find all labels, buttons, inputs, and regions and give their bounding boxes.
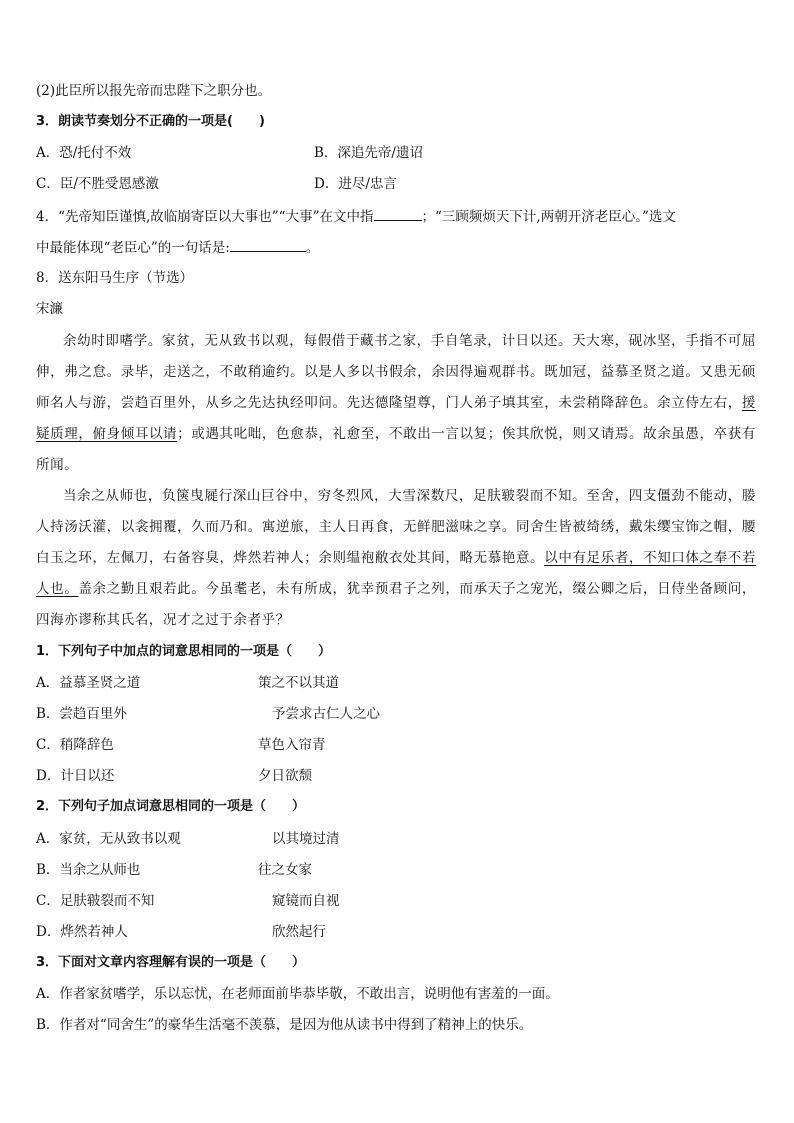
q1-option-b: B．尝趋百里外 [36,706,127,722]
answer-blank-1[interactable] [374,206,422,221]
q2-option-b-compare: 往之女家 [258,862,312,878]
q1-option-b-compare: 予尝求古仁人之心 [272,706,380,722]
q2-option-a: A．家贫，无从致书以观 [36,831,181,847]
answer-blank-2[interactable] [230,237,306,252]
p2-text-a: 当余之从师也，负箧曳屣行深山巨谷中，穷冬烈风，大雪深数尺，足肤皲裂而不知。至舍，四支僵劲不能动，媵人持汤沃灌，以衾拥覆，久而乃和。寓逆旅，主人日再食，无鲜肥滋味之享。同舍生皆被绮绣，戴朱缨宝饰之帽，腰白玉之环，左佩刀，右备容臭，烨然若神人；余则缊袍敝衣处其间，略无慕艳意。 [36,488,756,566]
q4-line2-part-b: 。 [305,240,320,256]
passage-paragraph-1 [36,326,756,481]
q4-line1-part-a: 4．“先帝知臣谨慎,故临崩寄臣以大事也”“大事”在文中指 [36,209,374,225]
passage-paragraph-2 [36,481,756,636]
question-3-stem: 3．朗读节奏划分不正确的一项是( ) [36,114,265,129]
q2-option-a-compare: 以其境过清 [272,831,340,847]
q1-option-c-compare: 草色入帘青 [258,737,326,753]
q3-option-a: A．恐/托付不效 [36,145,132,161]
q1-option-a: A．益慕圣贤之道 [36,675,141,691]
p2-underlined: 以中有足乐者，不知口体之奉不若人也。 [36,550,756,597]
question-2-stem: 2．下列句子加点词意思相同的一项是（ ） [36,799,306,814]
p1-text-b: ；或遇其叱咄，色愈恭，礼愈至，不敢出一言以复；俟其欣悦，则又请焉。故余虽愚，卒获有所闻。 [36,426,756,473]
q2-option-b: B．当余之从师也 [36,862,141,878]
q1-option-c: C．稍降辞色 [36,737,114,753]
q4-line1-part-b: ；“三顾频烦天下计,两朝开济老臣心。”选文 [421,209,676,225]
p2-text-b: 盖余之勤且艰若此。今虽耄老，未有所成，犹幸预君子之列，而承天子之宠光，缀公卿之后，日侍坐备顾问，四海亦谬称其氏名，况才之过于余者乎？ [36,581,756,628]
q2-option-c: C．足肤皲裂而不知 [36,893,155,909]
q3-option-d: D．进尽/忠言 [314,176,397,192]
question-1-stem: 1．下列句子中加点的词意思相同的一项是（ ） [36,644,332,659]
q2-option-d-compare: 欣然起行 [272,924,326,940]
q4-line2-part-a: 中最能体现“老臣心”的一句话是: [36,240,230,256]
passage-author: 宋濂 [36,301,63,317]
q1-option-d-compare: 夕日欲颓 [258,768,312,784]
q2-option-d: D．烨然若神人 [36,924,128,940]
q1-option-a-compare: 策之不以其道 [258,675,339,691]
passage-heading: 8．送东阳马生序（节选） [36,270,194,286]
question-3b-stem: 3．下面对文章内容理解有误的一项是（ ） [36,955,306,970]
q3b-option-a: A．作者家贫嗜学，乐以忘忧，在老师面前毕恭毕敬，不敢出言，说明他有害羞的一面。 [36,986,559,1002]
q3-option-c: C．臣/不胜受恩感激 [36,176,159,192]
q1-option-d: D．计日以还 [36,768,115,784]
item-2-text: (2)此臣所以报先帝而忠陛下之职分也。 [36,83,272,99]
question-4-line1 [36,206,676,227]
p1-underlined: 援疑质理，俯身倾耳以请 [36,395,756,442]
q3b-option-b: B．作者对“同舍生”的豪华生活毫不羡慕，是因为他从读书中得到了精神上的快乐。 [36,1017,533,1033]
question-4-line2 [36,237,319,258]
passage-body [36,326,756,636]
p1-text-a: 余幼时即嗜学。家贫，无从致书以观，每假借于藏书之家，手自笔录，计日以还。天大寒，砚冰坚，手指不可屈伸，弗之怠。录毕，走送之，不敢稍逾约。以是人多以书假余，余因得遍观群书。既加冠，益慕圣贤之道。又患无硕师名人与游，尝趋百里外，从乡之先达执经叩问。先达德隆望尊，门人弟子填其室，未尝稍降辞色。余立侍左右， [36,333,756,411]
q3-option-b: B．深追先帝/遗诏 [314,145,423,161]
q2-option-c-compare: 窥镜而自视 [272,893,340,909]
